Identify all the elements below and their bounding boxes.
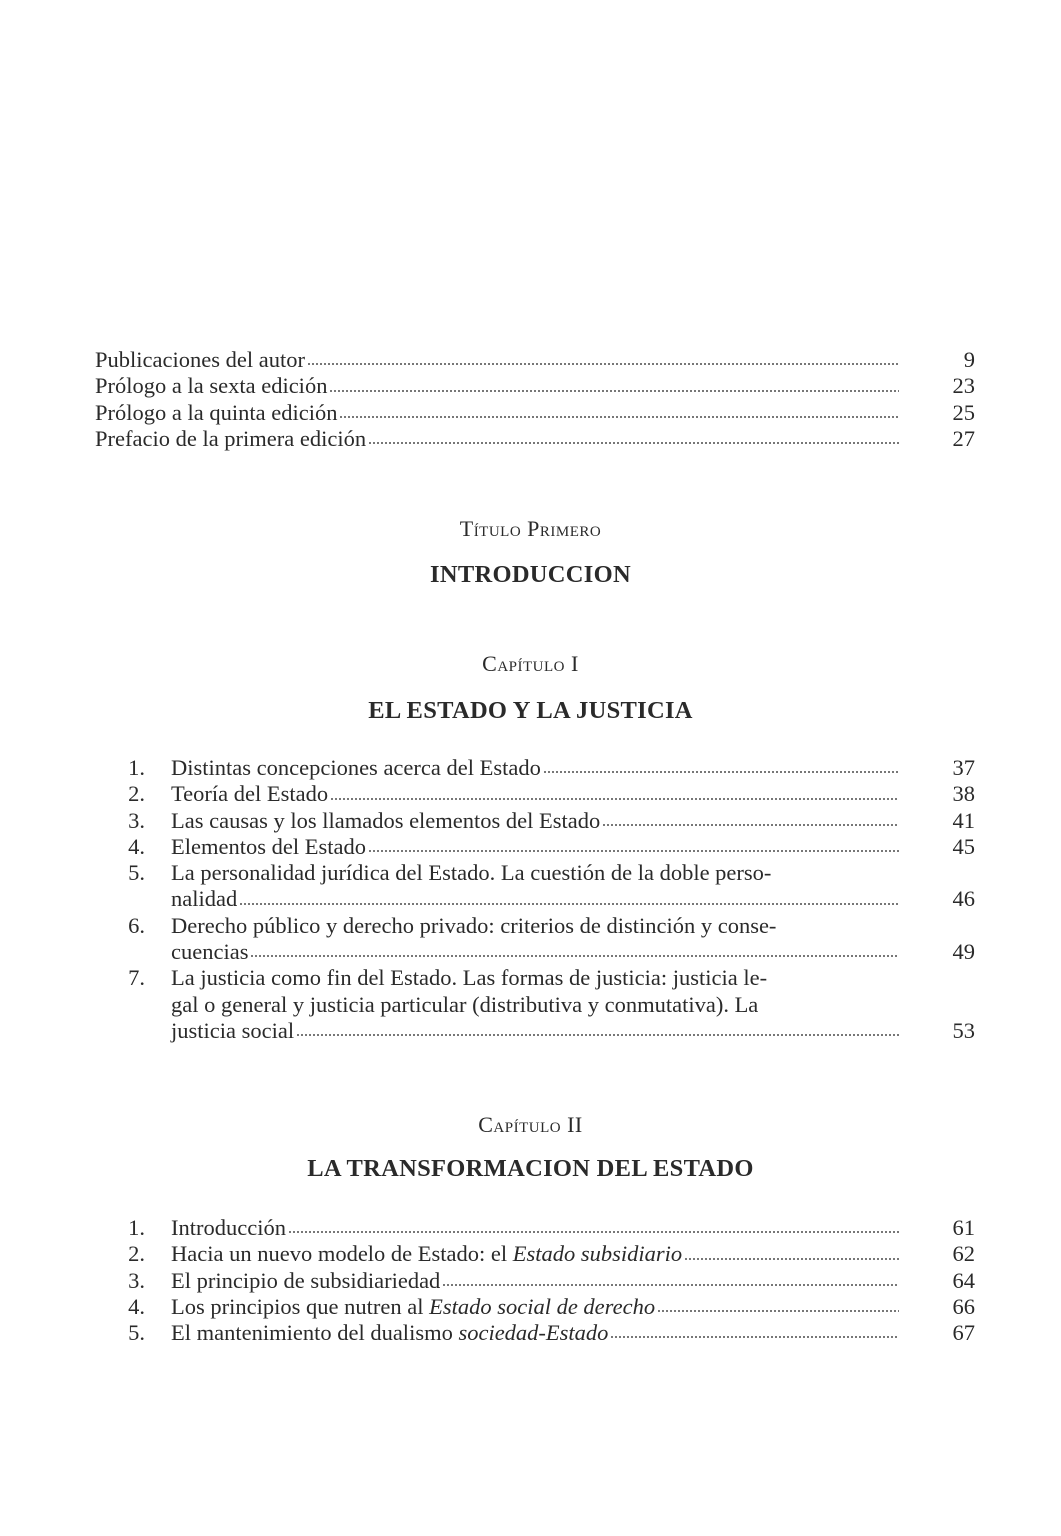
entry-title: Las causas y los llamados elementos del Estado [171, 807, 601, 833]
entry-title: Publicaciones del autor [95, 347, 305, 372]
entry-number: 2. [128, 1241, 145, 1267]
leader-dots [329, 389, 899, 393]
entry-number: 6. [128, 912, 145, 938]
leader-dots [684, 1257, 899, 1261]
entry-page: 23 [952, 373, 975, 399]
leader-dots [657, 1309, 899, 1313]
entry-number: 1. [128, 755, 145, 780]
leader-dots [368, 441, 899, 445]
entry-title-line: gal o general y justicia particular (distributiva y conmutativa). La [171, 991, 759, 1017]
chapter-label: Capítulo I [482, 651, 579, 676]
entry-title: cuencias [171, 939, 249, 965]
entry-page: 41 [952, 807, 975, 833]
entry-page: 45 [952, 833, 975, 859]
entry-page: 25 [952, 399, 975, 425]
leader-dots [543, 770, 899, 774]
leader-dots [442, 1283, 899, 1287]
entry-title: nalidad [171, 886, 238, 912]
toc-entry[interactable] [95, 755, 975, 781]
leader-dots [239, 902, 899, 906]
leader-dots [288, 1230, 899, 1234]
part-title: INTRODUCCION [430, 561, 631, 588]
entry-title: Distintas concepciones acerca del Estado [171, 755, 541, 780]
toc-entry[interactable] [95, 781, 975, 807]
entry-title: El mantenimiento del dualismo sociedad-Estado [171, 1320, 609, 1346]
toc-entry[interactable] [95, 347, 975, 373]
leader-dots [602, 823, 899, 827]
toc-entry[interactable] [95, 373, 975, 399]
toc-entry[interactable] [95, 808, 975, 834]
toc-entry[interactable] [95, 1268, 975, 1294]
entry-number: 5. [128, 860, 145, 886]
front-matter-list [95, 347, 975, 452]
entry-page: 67 [952, 1320, 975, 1346]
toc-entry[interactable] [95, 860, 975, 913]
entry-page: 46 [952, 886, 975, 912]
leader-dots [339, 415, 899, 419]
leader-dots [307, 362, 899, 366]
entry-page: 27 [952, 425, 975, 451]
leader-dots [610, 1335, 899, 1339]
chapter-title: LA TRANSFORMACION DEL ESTADO [307, 1155, 754, 1182]
entry-page: 62 [952, 1241, 975, 1267]
entry-title: Introducción [171, 1215, 286, 1240]
toc-entry[interactable] [95, 426, 975, 452]
entry-title: Elementos del Estado [171, 833, 366, 859]
leader-dots [250, 954, 899, 958]
entry-page: 37 [952, 755, 975, 780]
chapter1-entries [95, 755, 975, 1044]
entry-title: Prólogo a la quinta edición [95, 399, 338, 425]
entry-page: 38 [952, 781, 975, 807]
entry-number: 3. [128, 807, 145, 833]
entry-title: El principio de subsidiariedad [171, 1267, 441, 1293]
toc-entry[interactable] [95, 965, 975, 1044]
toc-entry[interactable] [95, 1215, 975, 1241]
part-label: Título Primero [459, 516, 602, 541]
entry-title-line: Derecho público y derecho privado: criterios de distinción y conse- [171, 912, 777, 938]
entry-title: Teoría del Estado [171, 781, 329, 807]
chapter-title: EL ESTADO Y LA JUSTICIA [368, 697, 693, 724]
entry-number: 4. [128, 833, 145, 859]
toc-entry[interactable] [95, 400, 975, 426]
toc-entry[interactable] [95, 1241, 975, 1267]
leader-dots [330, 797, 899, 801]
entry-title: Los principios que nutren al Estado social de derecho [171, 1293, 656, 1319]
entry-page: 53 [952, 1017, 975, 1043]
toc-entry[interactable] [95, 1320, 975, 1346]
entry-number: 2. [128, 781, 145, 807]
entry-number: 1. [128, 1215, 145, 1240]
entry-title: Prefacio de la primera edición [95, 425, 367, 451]
toc-entry[interactable] [95, 1294, 975, 1320]
toc-entry[interactable] [95, 834, 975, 860]
entry-title-line: La justicia como fin del Estado. Las formas de justicia: justicia le- [171, 965, 768, 991]
entry-page: 9 [963, 347, 975, 372]
leader-dots [296, 1033, 899, 1037]
chapter2-entries [95, 1215, 975, 1346]
entry-number: 3. [128, 1267, 145, 1293]
entry-number: 5. [128, 1320, 145, 1346]
entry-page: 66 [952, 1293, 975, 1319]
entry-title: Prólogo a la sexta edición [95, 373, 328, 399]
entry-title: Hacia un nuevo modelo de Estado: el Estado subsidiario [171, 1241, 683, 1267]
entry-title-line: La personalidad jurídica del Estado. La cuestión de la doble perso- [171, 860, 772, 886]
entry-title: justicia social [171, 1017, 295, 1043]
entry-page: 61 [952, 1215, 975, 1240]
entry-page: 64 [952, 1267, 975, 1293]
entry-page: 49 [952, 939, 975, 965]
leader-dots [368, 849, 899, 853]
entry-number: 7. [128, 965, 145, 991]
chapter-label: Capítulo II [478, 1112, 583, 1137]
entry-number: 4. [128, 1293, 145, 1319]
toc-entry[interactable] [95, 913, 975, 966]
